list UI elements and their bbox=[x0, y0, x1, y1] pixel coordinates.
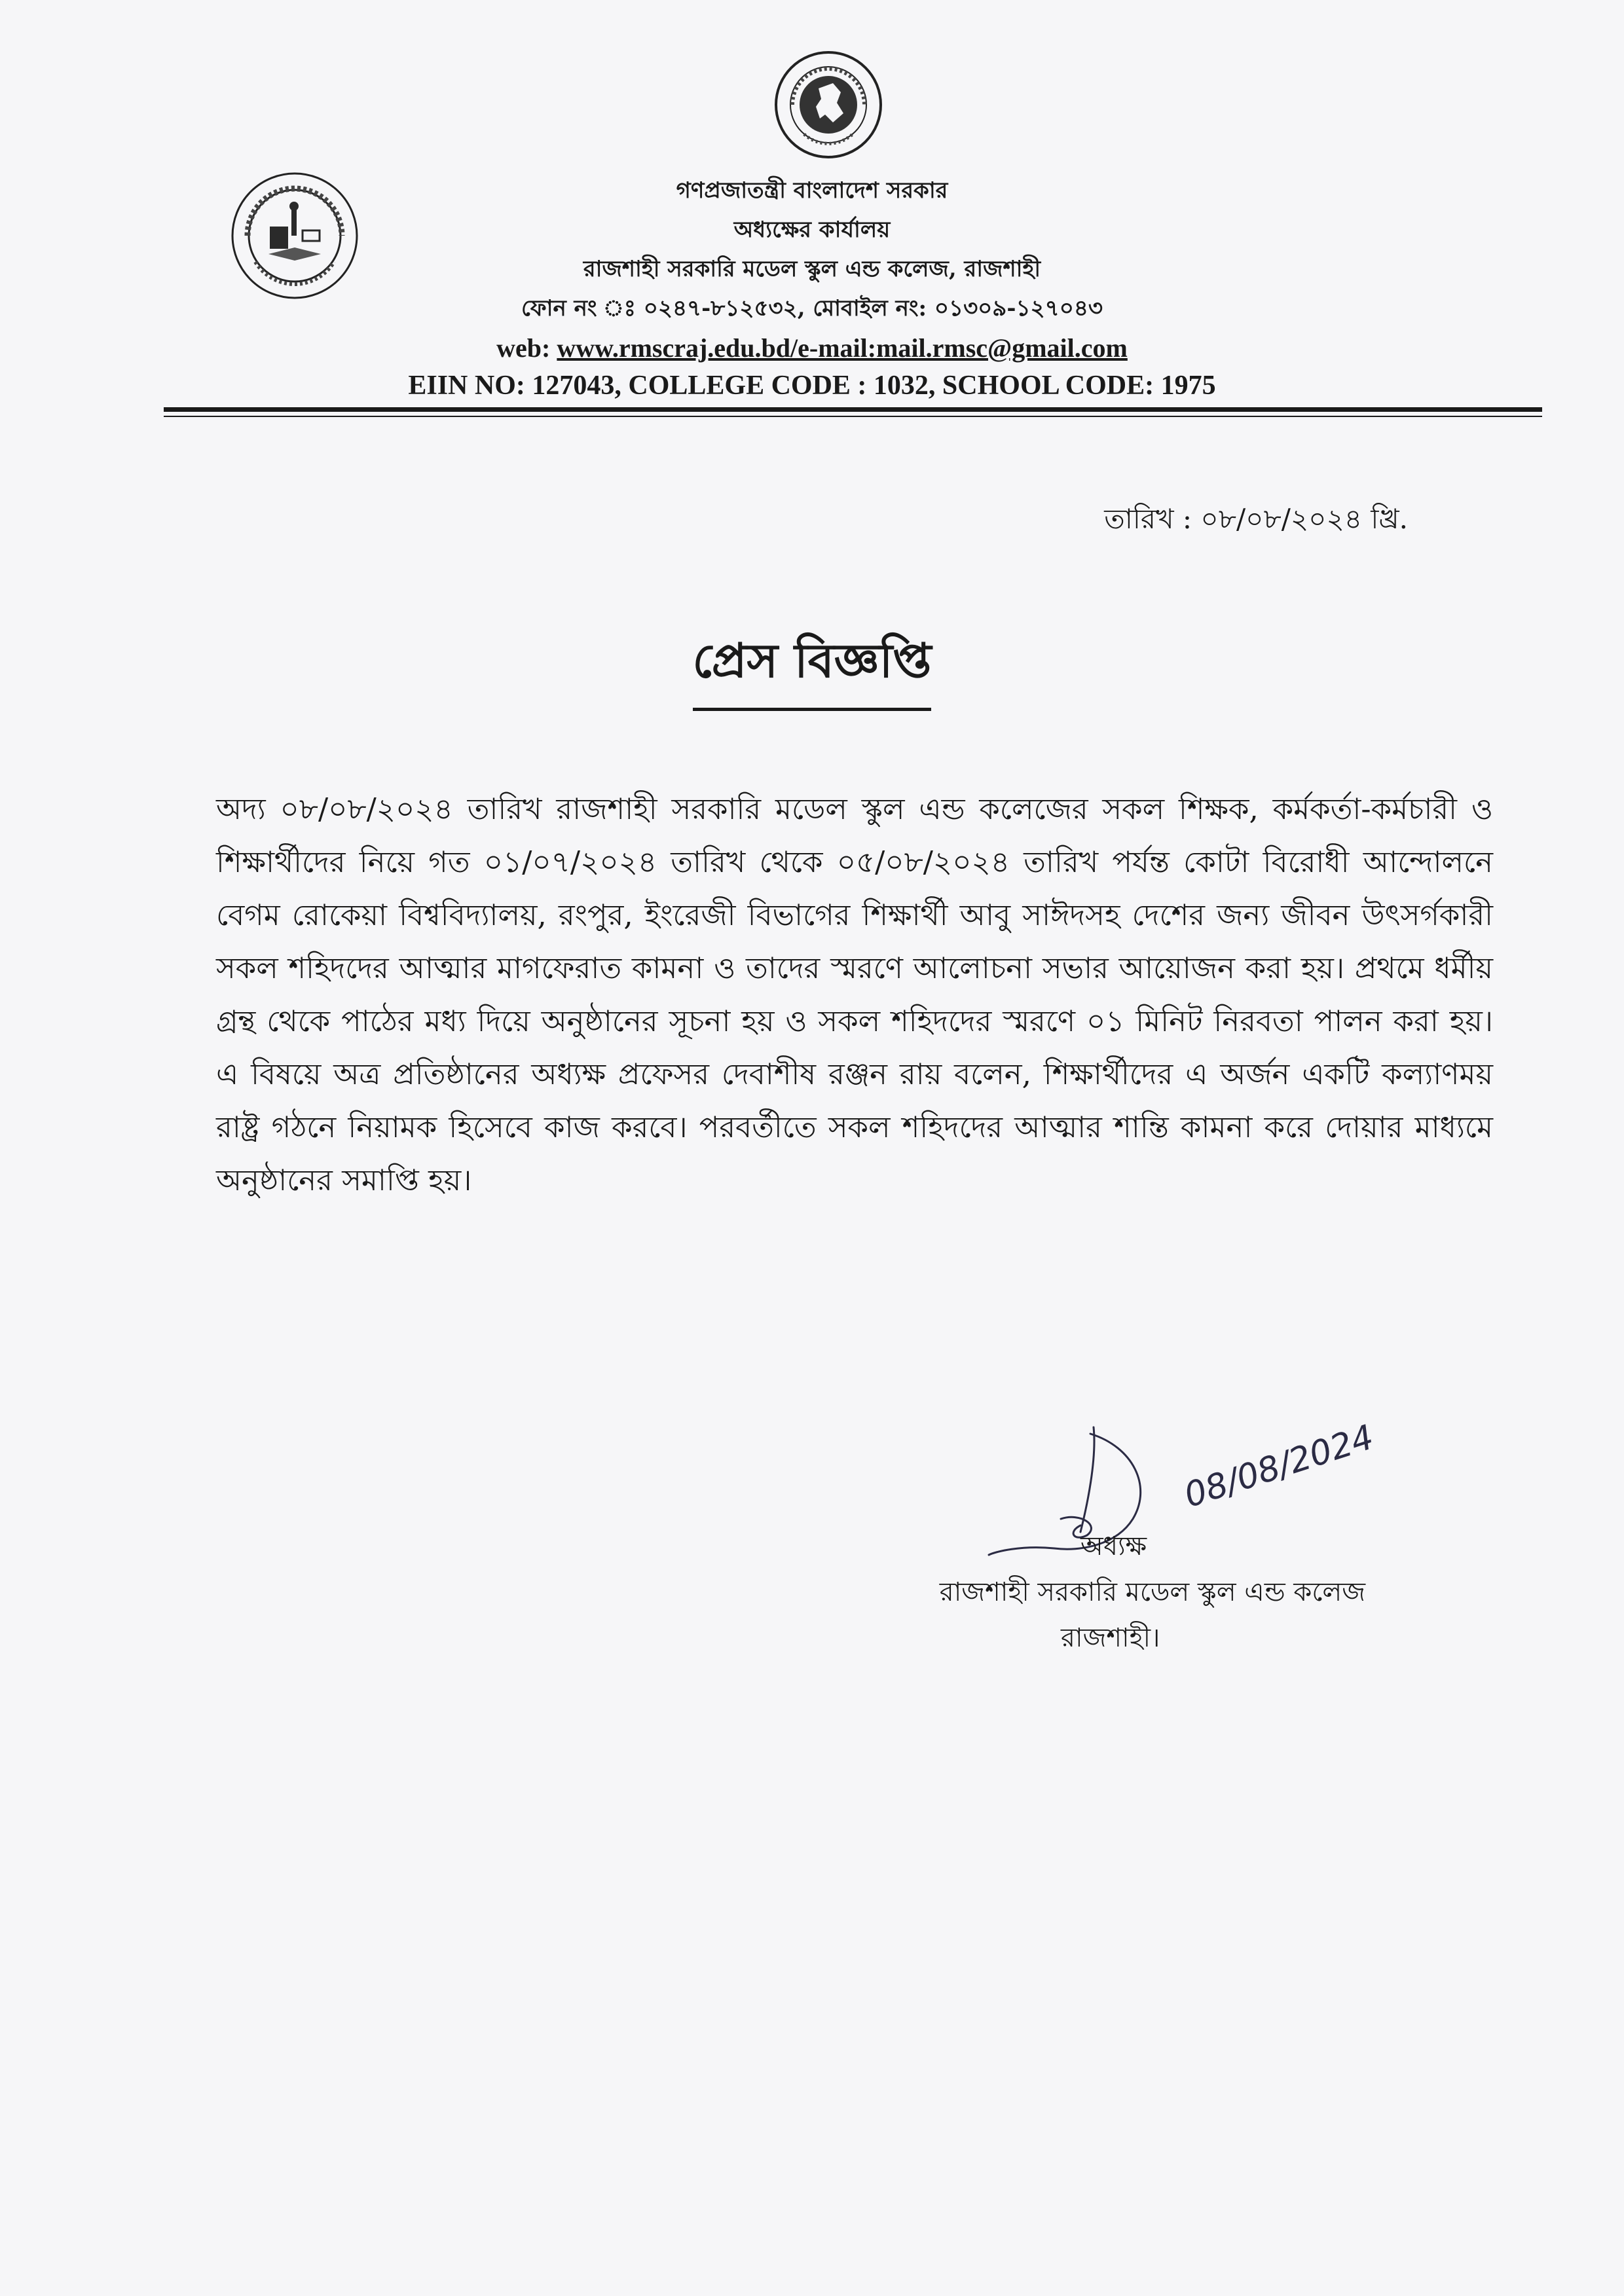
header-rule-thick bbox=[164, 407, 1542, 412]
phone-line: ফোন নং ঃ ০২৪৭-৮১২৫৩২, মোবাইল নং: ০১৩০৯-১২৭০৪৩ bbox=[521, 295, 1103, 321]
title-wrapper bbox=[0, 625, 1624, 711]
web-line bbox=[0, 333, 1624, 363]
web-label: web: bbox=[496, 333, 557, 363]
signatory-city: রাজশাহী। bbox=[1061, 1623, 1160, 1653]
date-line: তারিখ : ০৮/০৮/২০২৪ খ্রি. bbox=[1104, 503, 1408, 535]
header-rule-thin bbox=[164, 416, 1542, 417]
institution-line: রাজশাহী সরকারি মডেল স্কুল এন্ড কলেজ, রাজশাহী bbox=[583, 256, 1041, 282]
page-title: প্রেস বিজ্ঞপ্তি bbox=[693, 625, 932, 711]
government-seal bbox=[773, 49, 884, 160]
body-paragraph: অদ্য ০৮/০৮/২০২৪ তারিখ রাজশাহী সরকারি মডেল স্কুল এন্ড কলেজের সকল শিক্ষক, কর্মকর্তা-কর্মচারী ও শিক্ষার্থীদের নিয়ে গত ০১/০৭/২০২৪ তারিখ থেকে ০৫/০৮/২০২৪ তারিখ পর্যন্ত কোটা বিরোধী আন্দোলনে বেগম রোকেয়া বিশ্ববিদ্যালয়, রংপুর, ইংরেজী বিভাগের শিক্ষার্থী আবু সাঈদসহ দেশের জন্য জীবন উৎসর্গকারী সকল শহিদদের আত্মার মাগফেরাত কামনা ও তাদের স্মরণে আলোচনা সভার আয়োজন করা হয়। প্রথমে ধর্মীয় গ্রন্থ থেকে পাঠের মধ্য দিয়ে অনুষ্ঠানের সূচনা হয় ও সকল শহিদদের স্মরণে ০১ মিনিট নিরবতা পালন করা হয়। এ বিষয়ে অত্র প্রতিষ্ঠানের অধ্যক্ষ প্রফেসর দেবাশীষ রঞ্জন রায় বলেন, শিক্ষার্থীদের এ অর্জন একটি কল্যাণময় রাষ্ট্র গঠনে নিয়ামক হিসেবে কাজ করবে। পরবর্তীতে সকল শহিদদের আত্মার শান্তি কামনা করে দোয়ার মাধ্যমে অনুষ্ঠানের সমাপ্তি হয়। bbox=[216, 792, 1493, 1197]
handwritten-date: 08/08/2024 bbox=[1179, 1417, 1379, 1516]
web-link[interactable]: www.rmscraj.edu.bd/e-mail:mail.rmsc@gmail.com bbox=[557, 333, 1128, 363]
signatory-designation: অধ্যক্ষ bbox=[1080, 1531, 1147, 1561]
signatory-institution: রাজশাহী সরকারি মডেল স্কুল এন্ড কলেজ bbox=[939, 1577, 1365, 1607]
govt-line: গণপ্রজাতন্ত্রী বাংলাদেশ সরকার bbox=[676, 177, 948, 204]
codes-line: EIIN NO: 127043, COLLEGE CODE : 1032, SCHOOL CODE: 1975 bbox=[408, 371, 1216, 401]
office-line: অধ্যক্ষের কার্যালয় bbox=[733, 217, 891, 243]
